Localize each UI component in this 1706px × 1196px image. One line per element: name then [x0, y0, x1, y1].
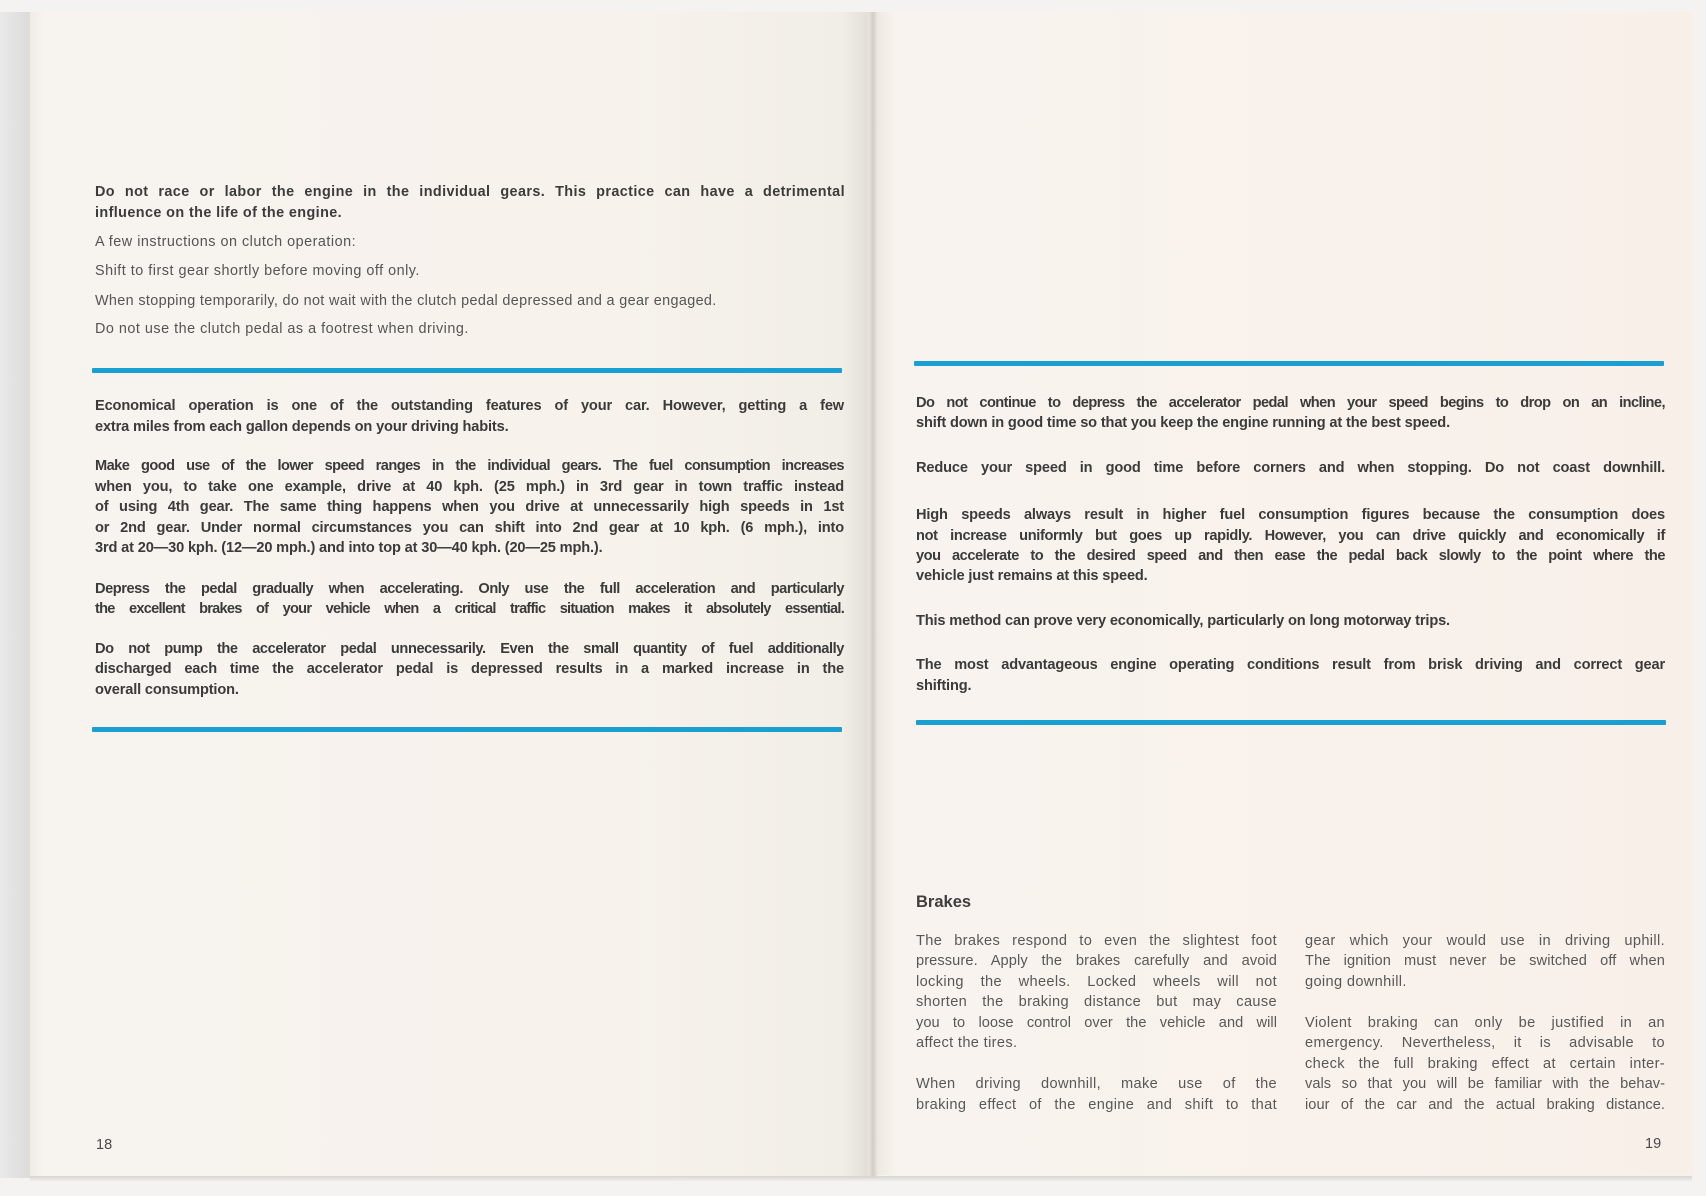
paragraph-line: shifting.: [916, 678, 972, 694]
paragraph-line: Depress the pedal gradually when accelerating. Only use the full acceleration and particularly: [95, 581, 844, 597]
paragraph-line: Economical operation is one of the outstanding features of your car. However, getting a few: [95, 398, 844, 414]
intro-line: Shift to first gear shortly before moving off only.: [95, 263, 420, 279]
brakes-col1-line: When driving downhill, make use of the: [916, 1076, 1277, 1092]
paragraph-line: shift down in good time so that you keep the engine running at the best speed.: [916, 415, 1450, 431]
intro-line: A few instructions on clutch operation:: [95, 234, 357, 250]
paragraph-line: High speeds always result in higher fuel consumption figures because the consumption does: [916, 507, 1665, 523]
paragraph-line: overall consumption.: [95, 682, 239, 698]
paragraph-line: Reduce your speed in good time before corners and when stopping. Do not coast downhill.: [916, 460, 1665, 476]
page-number: 19: [1645, 1136, 1662, 1152]
paragraph-line: you accelerate to the desired speed and then ease the pedal back slowly to the point where the: [916, 548, 1665, 564]
brakes-col1-line: you to loose control over the vehicle and will: [916, 1015, 1277, 1031]
brakes-col2-line: gear which your would use in driving uphill.: [1305, 933, 1665, 949]
brakes-col1-line: locking the wheels. Locked wheels will not: [916, 974, 1277, 990]
page-shadow: [30, 1176, 1692, 1182]
paragraph-line: Make good use of the lower speed ranges in the individual gears. The fuel consumption increases: [95, 458, 844, 474]
paragraph-line: discharged each time the accelerator pedal is depressed results in a marked increase in the: [95, 661, 844, 677]
paragraph-line: of using 4th gear. The same thing happens when you drive at unnecessarily high speeds in 1st: [95, 499, 844, 515]
paragraph-line: vehicle just remains at this speed.: [916, 568, 1148, 584]
scan-background: [0, 12, 28, 1178]
brakes-col1-line: The brakes respond to even the slightest foot: [916, 933, 1277, 949]
brakes-col2-line: emergency. Nevertheless, it is advisable to: [1305, 1035, 1665, 1051]
section-divider: [92, 368, 842, 373]
brakes-col1-line: braking effect of the engine and shift to that: [916, 1097, 1277, 1113]
section-divider: [914, 361, 1664, 366]
brakes-col1-line: affect the tires.: [916, 1035, 1018, 1051]
paragraph-line: the excellent brakes of your vehicle when a critical traffic situation makes it absolutely essential.: [95, 601, 844, 617]
paragraph-line: not increase uniformly but goes up rapidly. However, you can drive quickly and economically if: [916, 528, 1665, 544]
brakes-col2-line: The ignition must never be switched off when: [1305, 953, 1665, 969]
paragraph-line: Do not pump the accelerator pedal unnecessarily. Even the small quantity of fuel additionally: [95, 641, 844, 657]
brakes-col1-line: shorten the braking distance but may cause: [916, 994, 1277, 1010]
paragraph-line: 3rd at 20—30 kph. (12—20 mph.) and into top at 30—40 kph. (20—25 mph.).: [95, 540, 603, 556]
intro-line: When stopping temporarily, do not wait with the clutch pedal depressed and a gear engaged.: [95, 293, 717, 309]
paragraph-line: This method can prove very economically, particularly on long motorway trips.: [916, 613, 1450, 629]
intro-line: Do not use the clutch pedal as a footrest when driving.: [95, 321, 469, 337]
paragraph-line: extra miles from each gallon depends on your driving habits.: [95, 419, 509, 435]
brakes-col2-line: going downhill.: [1305, 974, 1407, 990]
brakes-col2-line: vals so that you will be familiar with the behav-: [1305, 1076, 1665, 1092]
brakes-col2-line: check the full braking effect at certain inter-: [1305, 1056, 1665, 1072]
brakes-heading: Brakes: [916, 893, 972, 911]
intro-bold-line: influence on the life of the engine.: [95, 205, 343, 221]
intro-bold-line: Do not race or labor the engine in the individual gears. This practice can have a detrimental: [95, 184, 845, 200]
book-gutter: [868, 12, 878, 1178]
page-number: 18: [96, 1137, 113, 1153]
brakes-col2-line: iour of the car and the actual braking distance.: [1305, 1097, 1665, 1113]
brakes-col1-line: pressure. Apply the brakes carefully and avoid: [916, 953, 1277, 969]
section-divider: [92, 727, 842, 732]
brakes-col2-line: Violent braking can only be justified in an: [1305, 1015, 1665, 1031]
paragraph-line: Do not continue to depress the accelerator pedal when your speed begins to drop on an incline,: [916, 395, 1665, 411]
paragraph-line: or 2nd gear. Under normal circumstances you can shift into 2nd gear at 10 kph. (6 mph.), into: [95, 520, 844, 536]
section-divider: [916, 720, 1666, 725]
paragraph-line: The most advantageous engine operating conditions result from brisk driving and correct gear: [916, 657, 1665, 673]
paragraph-line: when you, to take one example, drive at 40 kph. (25 mph.) in 3rd gear in town traffic instead: [95, 479, 844, 495]
